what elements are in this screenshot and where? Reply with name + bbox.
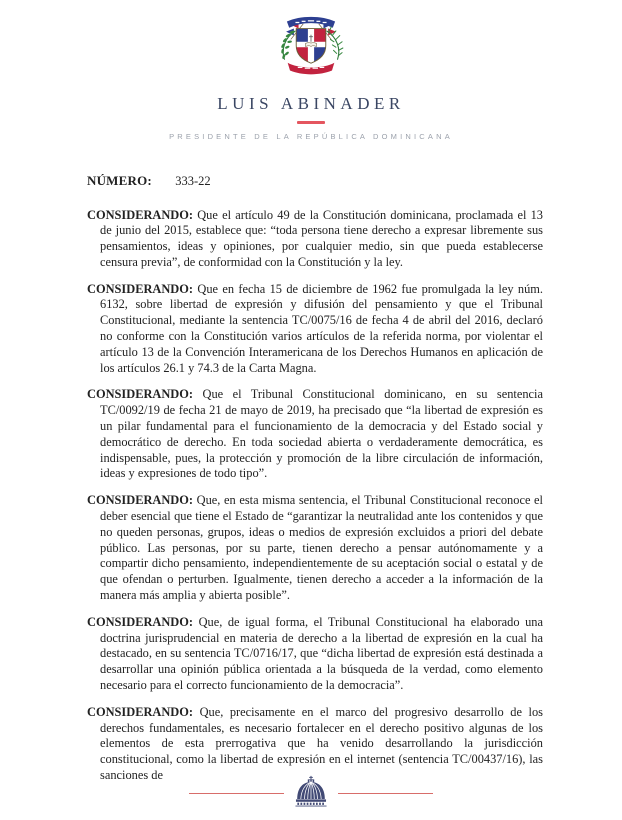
- decree-number-value: 333-22: [175, 173, 211, 188]
- footer-rule-left: [189, 793, 284, 794]
- paragraph-text: Que, en esta misma sentencia, el Tribunal Constitucional reconoce el deber esencial que tiene el Estado de “garantizar la neutralidad ante los contenidos y que no queden personas, grupos, ideas o medios de expresión excluidos a priori del debate público. Las personas, por su parte, tienen derecho a pensar autónomamente y a compartir dicho pensamiento, independientemente de su aceptación social o estatal y de que ofendan o perturben. Igualmente, tienen derecho a acceder a la información de la manera más amplia y abierta posible”.: [100, 493, 543, 603]
- considerando-paragraph: [87, 208, 543, 271]
- footer-rule-right: [338, 793, 433, 794]
- considerando-paragraph: [87, 282, 543, 377]
- paragraph-label: CONSIDERANDO:: [87, 493, 194, 508]
- national-palace-dome-icon: [292, 774, 330, 812]
- paragraph-label: CONSIDERANDO:: [87, 281, 194, 296]
- red-divider: [297, 121, 325, 124]
- paragraph-text: Que el Tribunal Constitucional dominicano, en su sentencia TC/0092/19 de fecha 21 de mayo de 2019, ha precisado que “la libertad de expresión es un pilar fundamental para el funcionamiento de la democracia y del Estado social y democrático de derecho. En toda sociedad abierta o verdaderamente democrática, es indispensable, pues, la protección y promoción de la libre circulación de información, ideas y expresiones de todo tipo”.: [100, 387, 543, 481]
- paragraph-text: Que, de igual forma, el Tribunal Constitucional ha elaborado una doctrina jurisprudencial en materia de derecho a la libertad de expresión en la cual ha destacado, en su sentencia TC/0716/17, que “dicha libertad de expresión está destinada a desarrollar una opinión pública orientada a la búsqueda de la verdad, como elemento necesario para el correcto funcionamiento de la democracia”.: [100, 614, 543, 693]
- decree-number-label: NÚMERO:: [87, 172, 152, 188]
- president-name: LUIS ABINADER: [217, 94, 405, 113]
- paragraph-label: CONSIDERANDO:: [87, 207, 194, 222]
- decree-number-line: [87, 173, 543, 189]
- dominican-coat-of-arms-icon: [271, 13, 351, 83]
- paragraph-label: CONSIDERANDO:: [87, 387, 194, 402]
- document-body: [0, 141, 622, 784]
- letterhead: [0, 0, 622, 141]
- considerando-paragraph: [87, 705, 543, 784]
- paragraph-text: Que el artículo 49 de la Constitución dominicana, proclamada el 13 de junio del 2015, establece que: “toda persona tiene derecho a expresar libremente sus pensamientos, ideas y opiniones, por cualquier medio, sin que pueda establecerse censura previa”, de conformidad con la Constitución y la ley.: [100, 207, 543, 269]
- paragraph-label: CONSIDERANDO:: [87, 614, 194, 629]
- president-subtitle: PRESIDENTE DE LA REPÚBLICA DOMINICANA: [169, 131, 453, 141]
- page-footer: [0, 774, 622, 812]
- paragraph-text: Que en fecha 15 de diciembre de 1962 fue promulgada la ley núm. 6132, sobre libertad de expresión y difusión del pensamiento y que el Tribunal Constitucional, mediante la sentencia TC/0075/16 de fecha 4 de abril del 2016, declaró no conforme con la Constitución varios artículos de la referida norma, por violentar el artículo 13 de la Convención Interamericana de los Derechos Humanos en aplicación de los artículos 26.1 y 74.3 de la Carta Magna.: [100, 281, 544, 375]
- paragraph-text: Que, precisamente en el marco del progresivo desarrollo de los derechos fundamentales, es necesario fortalecer en el derecho positivo algunas de los elementos de esta prerrogativa que ha venido desarrollando la jurisdicción constitucional, como la libertad de expresión en el internet (sentencia TC/00437/16), las sanciones de: [100, 704, 543, 782]
- considerando-paragraph: [87, 387, 543, 482]
- paragraph-label: CONSIDERANDO:: [87, 704, 194, 719]
- considerando-paragraph: [87, 615, 543, 694]
- considerando-paragraph: [87, 493, 543, 604]
